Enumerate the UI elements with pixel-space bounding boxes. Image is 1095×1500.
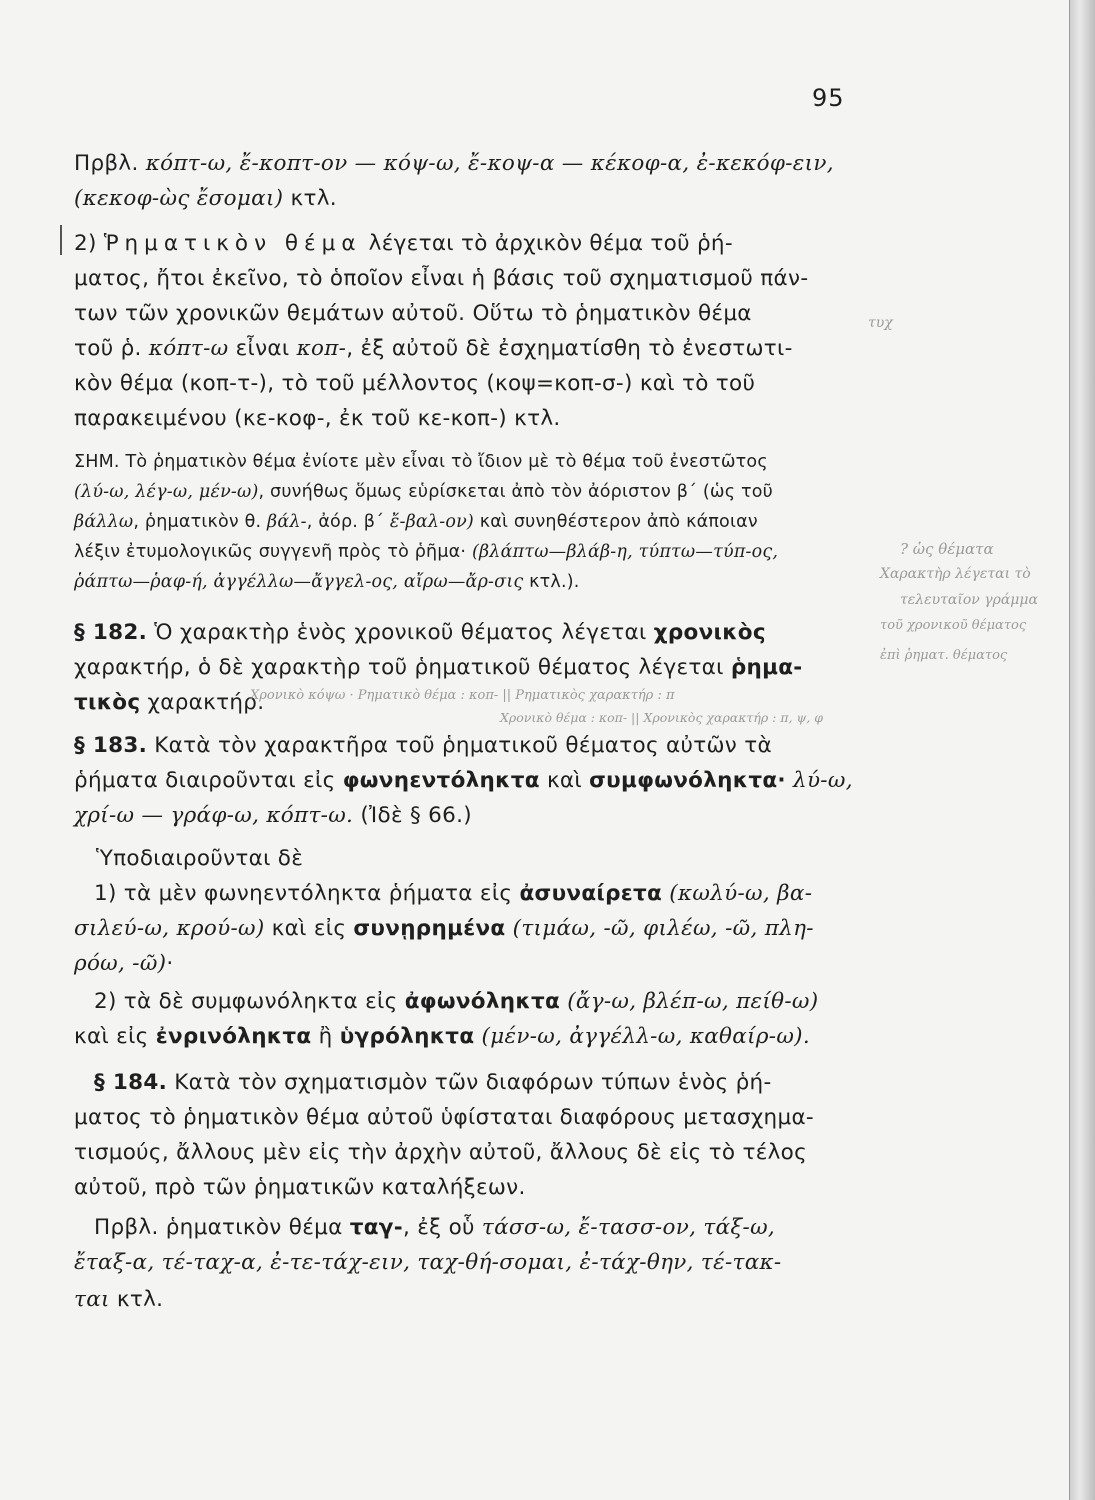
text-run: 2): [74, 231, 104, 256]
text-run: αὐτοῦ, πρὸ τῶν ῥηματικῶν καταλήξεων.: [74, 1175, 526, 1200]
text-run: παρακειμένου (κε-κοφ-, ἐκ τοῦ κε-κοπ-) κτλ.: [74, 406, 561, 431]
text-line-l7: [74, 368, 874, 400]
text-run: (κεκοφ-ὼς ἔσομαι): [74, 186, 284, 211]
text-run: ·: [166, 951, 174, 976]
text-run: τοῦ ῥ.: [74, 336, 149, 361]
text-run: ῥήματα διαιροῦνται εἰς: [74, 768, 343, 793]
text-line-l6: [74, 333, 874, 365]
text-run: 1) τὰ μὲν φωνηεντόληκτα ῥήματα εἰς: [94, 881, 520, 906]
text-line-p183d: [96, 843, 896, 875]
text-run: καὶ συνηθέστερον ἀπὸ κάποιαν: [473, 512, 758, 532]
text-run: Πρβλ.: [74, 151, 146, 176]
text-run: κὸν θέμα (κοπ-τ-), τὸ τοῦ μέλλοντος (κοψ=κοπ-σ-) καὶ τὸ τοῦ: [74, 371, 756, 396]
text-line-l5: [74, 298, 874, 330]
text-line-p183c: [74, 800, 874, 832]
text-line-p184d: [74, 1172, 874, 1204]
marginal-note-7: Χρονικὸ κόψω · Ρηματικὸ θέμα : κοπ- || Ρηματικὸς χαρακτήρ : π: [250, 688, 675, 703]
text-line-p184a: [94, 1067, 894, 1099]
text-line-p182b: [74, 652, 874, 684]
text-run: κτλ.: [109, 1287, 164, 1312]
text-run: § 182.: [74, 620, 148, 645]
text-line-p184g: [74, 1284, 874, 1316]
text-run: τικὸς: [74, 690, 141, 715]
text-run: Κατὰ τὸν χαρακτῆρα τοῦ ῥηματικοῦ θέματος αὐτῶν τὰ: [147, 733, 772, 758]
text-line-l3: [74, 228, 874, 260]
text-run: [786, 768, 793, 793]
text-line-p184c: [74, 1137, 874, 1169]
text-run: ματος, ἤτοι ἐκεῖνο, τὸ ὁποῖον εἶναι ἡ βάσις τοῦ σχηματισμοῦ πάν-: [74, 266, 809, 291]
text-run: τάσσ-ω, ἔ-τασσ-ον, τάξ-ω,: [481, 1215, 776, 1240]
text-line-l1: [74, 148, 874, 180]
text-run: (ἄγ-ω, βλέπ-ω, πείθ-ω): [567, 989, 819, 1014]
page-gutter: [1070, 0, 1095, 1500]
text-run: Ῥηματικὸν θέμα: [103, 231, 362, 256]
text-run: συνῃρημένα: [353, 916, 506, 941]
text-run: Ὑποδιαιροῦνται δὲ: [96, 846, 304, 871]
text-run: ῥημα-: [730, 655, 803, 680]
text-line-p183e: [94, 878, 894, 910]
text-run: Πρβλ. ῥηματικὸν θέμα: [94, 1215, 350, 1240]
text-line-p183i: [74, 1021, 874, 1053]
text-run: χαρακτήρ.: [140, 690, 265, 715]
text-run: ται: [74, 1287, 110, 1312]
text-line-p184e: [94, 1212, 894, 1244]
text-run: (τιμάω, -ῶ, φιλέω, -ῶ, πλη-: [512, 916, 814, 941]
text-run: (λύ-ω, λέγ-ω, μέν-ω): [74, 482, 259, 502]
marginal-note-2: ? ὡς θέματα: [900, 540, 994, 558]
text-run: χαρακτήρ, ὁ δὲ χαρακτὴρ τοῦ ῥηματικοῦ θέματος λέγεται: [74, 655, 731, 680]
text-run: (κωλύ-ω, βα-: [669, 881, 813, 906]
text-run: ἀφωνόληκτα: [404, 989, 561, 1014]
text-run: καὶ: [539, 768, 590, 793]
text-run: § 183.: [74, 733, 148, 758]
text-run: ἀσυναίρετα: [519, 881, 663, 906]
text-run: , συνήθως ὅμως εὑρίσκεται ἀπὸ τὸν ἀόριστον β΄ (ὡς τοῦ: [258, 482, 773, 502]
margin-mark: [60, 225, 62, 255]
text-run: ἐνρινόληκτα: [155, 1024, 312, 1049]
text-line-l2: [74, 183, 874, 215]
text-line-l8: [74, 403, 874, 435]
text-run: βάλ-: [267, 512, 307, 532]
text-line-n1: [74, 448, 874, 476]
marginal-note-6: ἐπὶ ῥηματ. θέματος: [880, 648, 1008, 663]
text-run: χρονικὸς: [653, 620, 766, 645]
text-run: (Ἰδὲ § 66.): [353, 803, 472, 828]
text-run: , ἀόρ. β΄: [306, 512, 390, 532]
text-run: Κατὰ τὸν σχηματισμὸν τῶν διαφόρων τύπων ἑνὸς ῥή-: [167, 1070, 772, 1095]
text-run: ἢ: [311, 1024, 340, 1049]
text-run: εἶναι: [228, 336, 297, 361]
text-run: κτλ.).: [523, 572, 580, 592]
marginal-note-1: τυχ: [868, 315, 893, 331]
text-line-p183g: [74, 948, 874, 980]
text-run: τισμούς, ἄλλους μὲν εἰς τὴν ἀρχὴν αὐτοῦ, ἄλλους δὲ εἰς τὸ τέλος: [74, 1140, 808, 1165]
text-run: λέξιν ἐτυμολογικῶς συγγενῆ πρὸς τὸ ῥῆμα·: [74, 542, 472, 562]
text-line-p182a: [74, 617, 874, 649]
text-run: § 184.: [94, 1070, 168, 1095]
text-run: χρί-ω — γράφ-ω, κόπτ-ω.: [74, 803, 354, 828]
text-run: ῥάπτω—ῥαφ-ή, ἀγγέλλω—ἄγγελ-ος, αἴρω—ἄρ-σις: [74, 572, 524, 592]
text-run: ΣΗΜ. Τὸ ῥηματικὸν θέμα ἐνίοτε μὲν εἶναι τὸ ἴδιον μὲ τὸ θέμα τοῦ ἐνεστῶτος: [74, 452, 768, 472]
text-run: των τῶν χρονικῶν θεμάτων αὐτοῦ. Οὕτω τὸ ῥηματικὸν θέμα: [74, 301, 752, 326]
marginal-note-5: τοῦ χρονικοῦ θέματος: [880, 618, 1027, 633]
marginal-note-8: Χρονικὸ θέμα : κοπ- || Χρονικὸς χαρακτήρ : π, ψ, φ: [500, 710, 824, 725]
text-run: καὶ εἰς: [264, 916, 354, 941]
text-line-l4: [74, 263, 874, 295]
text-line-p183a: [74, 730, 874, 762]
text-line-n3: [74, 508, 874, 536]
text-line-n5: [74, 568, 874, 596]
text-run: [506, 916, 513, 941]
text-run: καὶ εἰς: [74, 1024, 156, 1049]
text-line-p183h: [94, 986, 894, 1018]
text-run: 2) τὰ δὲ συμφωνόληκτα εἰς: [94, 989, 405, 1014]
text-run: ὑγρόληκτα: [339, 1024, 475, 1049]
text-line-n4: [74, 538, 874, 566]
marginal-note-3: Χαρακτὴρ λέγεται τὸ: [880, 566, 1031, 582]
text-run: λέγεται τὸ ἀρχικὸν θέμα τοῦ ῥή-: [361, 231, 733, 256]
text-run: φωνηεντόληκτα: [342, 768, 540, 793]
text-run: , ῥηματικὸν θ.: [133, 512, 268, 532]
text-run: ταγ-: [349, 1215, 403, 1240]
text-run: βάλλω: [74, 512, 134, 532]
marginal-note-4: τελευταῖον γράμμα: [900, 592, 1038, 608]
text-run: (βλάπτω—βλάβ-η, τύπτω—τύπ-ος,: [471, 542, 779, 562]
text-run: ρόω, -ῶ): [74, 951, 167, 976]
text-run: ἔταξ-α, τέ-ταχ-α, ἐ-τε-τάχ-ειν, ταχ-θή-σομαι, ἐ-τάχ-θην, τέ-τακ-: [74, 1250, 782, 1275]
page-number: 95: [812, 84, 845, 112]
text-run: σιλεύ-ω, κρού-ω): [74, 916, 265, 941]
text-line-p184b: [74, 1102, 874, 1134]
text-line-p183f: [74, 913, 874, 945]
text-run: (μέν-ω, ἀγγέλλ-ω, καθαίρ-ω).: [481, 1024, 811, 1049]
text-run: [474, 1024, 481, 1049]
text-run: Ὁ χαρακτὴρ ἑνὸς χρονικοῦ θέματος λέγεται: [147, 620, 654, 645]
text-run: ματος τὸ ῥηματικὸν θέμα αὐτοῦ ὑφίσταται διαφόρους μετασχημα-: [74, 1105, 814, 1130]
text-run: λύ-ω,: [793, 768, 853, 793]
text-run: κοπ-: [296, 336, 347, 361]
text-run: κόπτ-ω, ἔ-κοπτ-ον — κόψ-ω, ἔ-κοψ-α — κέκοφ-α, ἐ-κεκόφ-ειν,: [145, 151, 834, 176]
text-run: συμφωνόληκτα·: [589, 768, 786, 793]
text-line-p184f: [74, 1247, 874, 1279]
text-run: , ἐξ αὐτοῦ δὲ ἐσχηματίσθη τὸ ἐνεστωτι-: [346, 336, 793, 361]
text-run: ἔ-βαλ-ον): [389, 512, 474, 532]
text-run: κόπτ-ω: [148, 336, 229, 361]
text-line-p183b: [74, 765, 874, 797]
text-line-n2: [74, 478, 874, 506]
text-run: κτλ.: [283, 186, 337, 211]
text-run: , ἐξ οὗ: [402, 1215, 482, 1240]
